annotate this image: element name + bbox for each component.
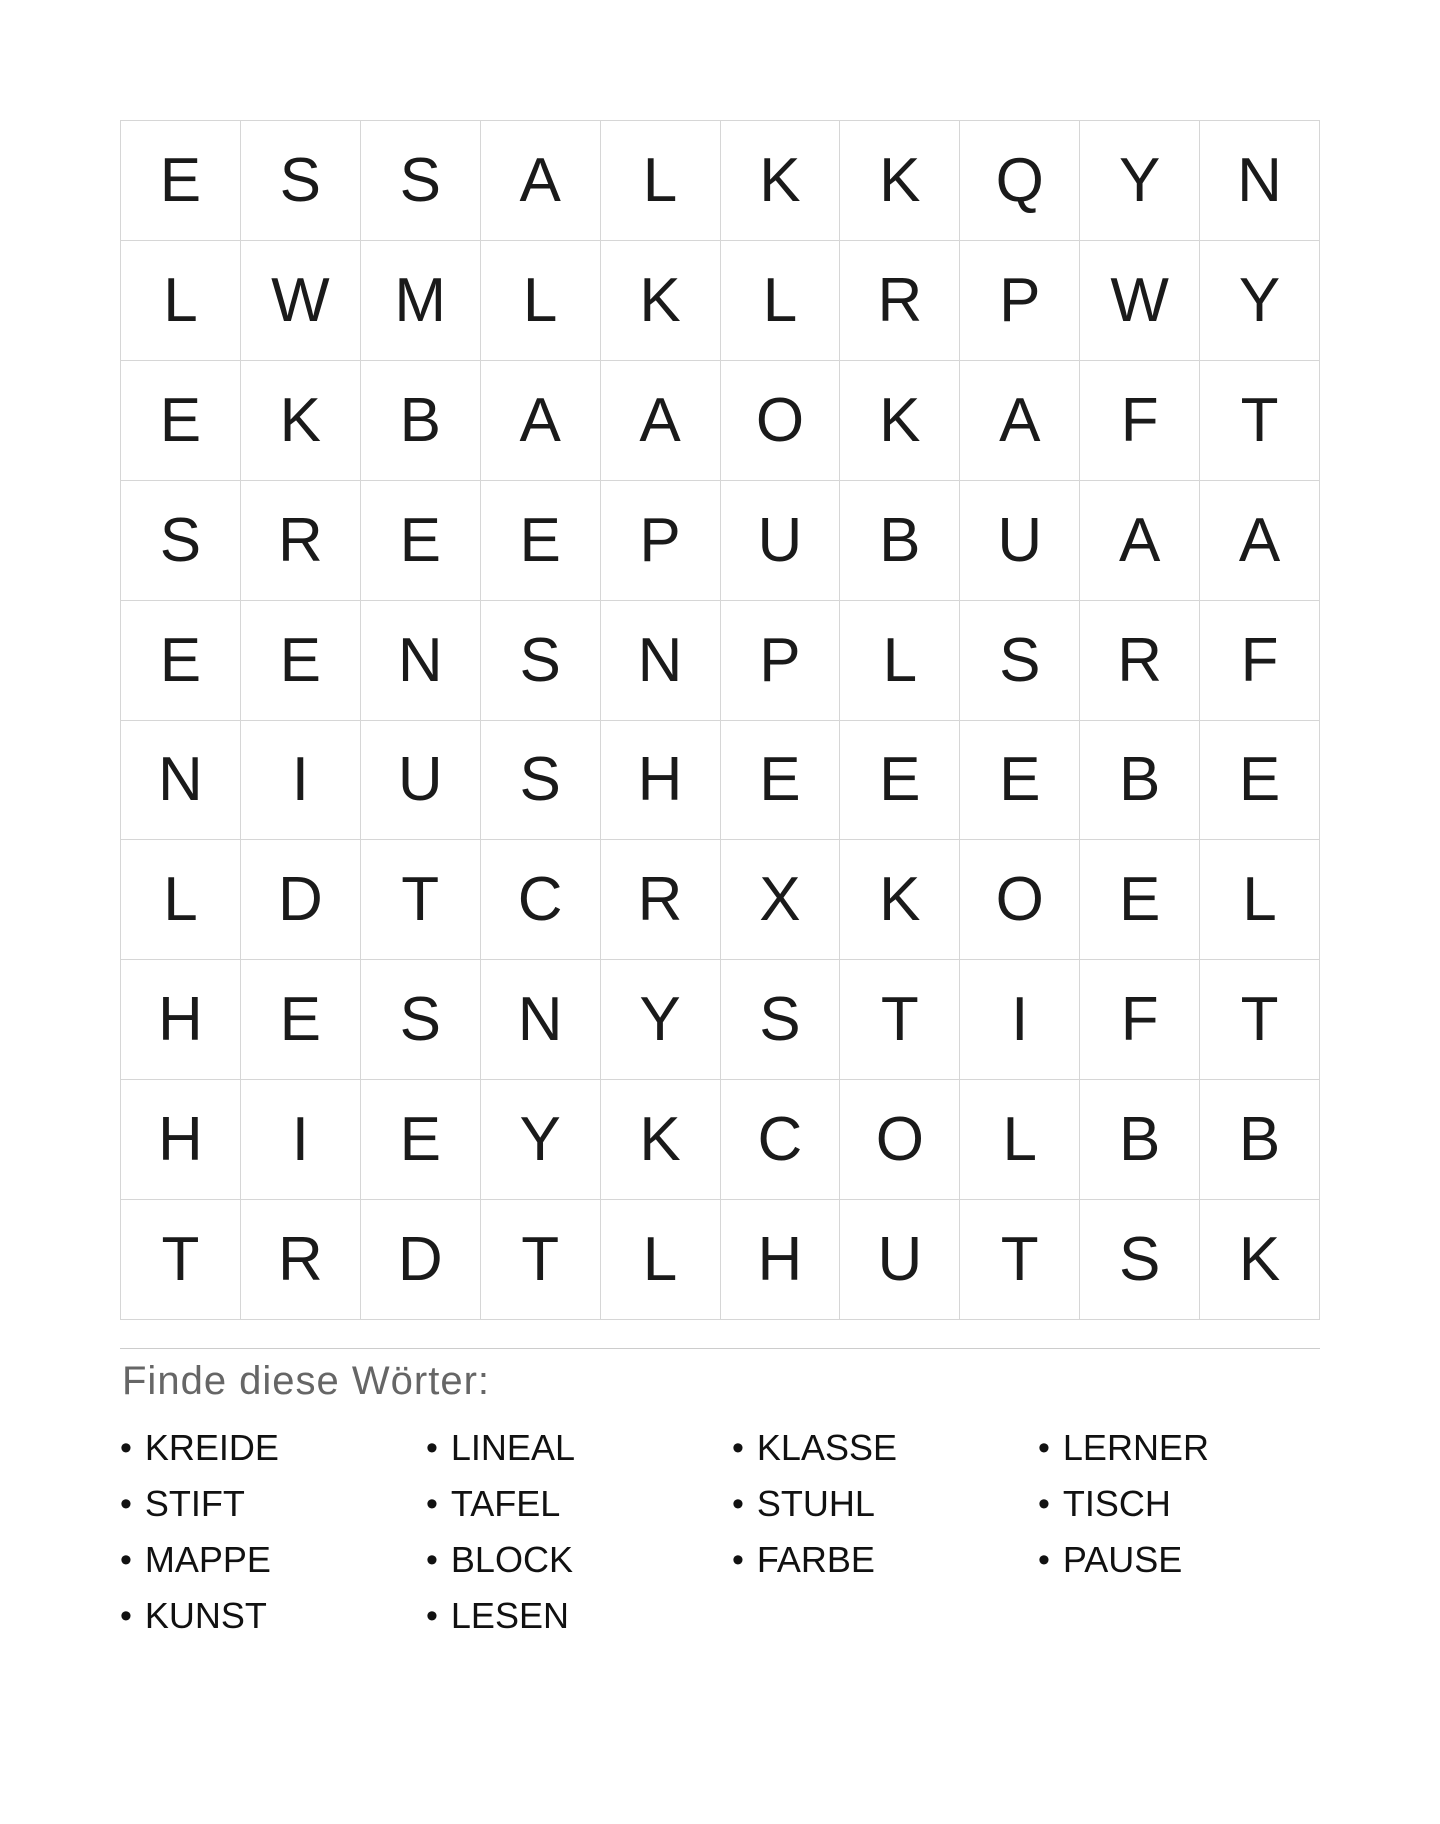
word-list-column <box>120 1420 426 1644</box>
word-list-item <box>120 1420 426 1476</box>
grid-cell[interactable]: S <box>361 960 481 1080</box>
grid-cell[interactable]: A <box>481 361 601 481</box>
grid-cell[interactable]: R <box>241 1200 361 1320</box>
grid-cell[interactable]: W <box>241 241 361 361</box>
grid-cell[interactable]: T <box>1200 361 1320 481</box>
bullet-icon: • <box>426 1428 438 1467</box>
grid-cell[interactable]: N <box>601 601 721 721</box>
grid-cell[interactable]: E <box>241 601 361 721</box>
grid-cell[interactable]: Q <box>960 121 1080 241</box>
grid-cell[interactable]: E <box>960 721 1080 841</box>
grid-cell[interactable]: N <box>481 960 601 1080</box>
grid-cell[interactable]: E <box>840 721 960 841</box>
grid-cell[interactable]: N <box>121 721 241 841</box>
bullet-icon: • <box>1038 1540 1050 1579</box>
grid-cell[interactable]: K <box>601 1080 721 1200</box>
bullet-icon: • <box>1038 1428 1050 1467</box>
grid-cell[interactable]: R <box>840 241 960 361</box>
word-list-item <box>426 1420 732 1476</box>
word-list-item <box>120 1476 426 1532</box>
grid-cell[interactable]: A <box>481 121 601 241</box>
grid-cell[interactable]: A <box>960 361 1080 481</box>
bullet-icon: • <box>120 1540 132 1579</box>
word-label: STIFT <box>144 1483 245 1524</box>
word-list-item <box>426 1476 732 1532</box>
grid-cell[interactable]: H <box>601 721 721 841</box>
grid-cell[interactable]: K <box>840 840 960 960</box>
grid-cell[interactable]: A <box>1200 481 1320 601</box>
word-list-item <box>120 1588 426 1644</box>
word-label: MAPPE <box>144 1539 271 1580</box>
grid-cell[interactable]: S <box>721 960 841 1080</box>
bullet-icon: • <box>120 1484 132 1523</box>
bullet-icon: • <box>1038 1484 1050 1523</box>
grid-cell[interactable]: F <box>1080 361 1200 481</box>
word-label: TAFEL <box>450 1483 561 1524</box>
grid-cell[interactable]: A <box>1080 481 1200 601</box>
grid-cell[interactable]: F <box>1200 601 1320 721</box>
grid-cell[interactable]: L <box>601 1200 721 1320</box>
grid-cell[interactable]: L <box>121 840 241 960</box>
grid-cell[interactable]: E <box>121 121 241 241</box>
word-label: KUNST <box>144 1595 267 1636</box>
grid-cell[interactable]: H <box>121 1080 241 1200</box>
grid-cell[interactable]: K <box>1200 1200 1320 1320</box>
grid-cell[interactable]: K <box>601 241 721 361</box>
grid-cell[interactable]: A <box>601 361 721 481</box>
word-label: PAUSE <box>1062 1539 1183 1580</box>
grid-cell[interactable]: N <box>361 601 481 721</box>
grid-cell[interactable]: L <box>721 241 841 361</box>
grid-cell[interactable]: K <box>721 121 841 241</box>
word-list-section <box>120 1348 1320 1644</box>
word-list-item <box>1038 1532 1320 1588</box>
word-label: LINEAL <box>450 1427 575 1468</box>
bullet-icon: • <box>426 1540 438 1579</box>
grid-cell[interactable]: S <box>361 121 481 241</box>
grid-cell[interactable]: K <box>840 121 960 241</box>
grid-cell[interactable]: R <box>241 481 361 601</box>
grid-cell[interactable]: H <box>721 1200 841 1320</box>
grid-cell[interactable]: D <box>361 1200 481 1320</box>
grid-cell[interactable]: T <box>1200 960 1320 1080</box>
grid-cell[interactable]: Y <box>1080 121 1200 241</box>
grid-cell[interactable]: K <box>241 361 361 481</box>
grid-cell[interactable]: B <box>1080 1080 1200 1200</box>
grid-cell[interactable]: E <box>121 601 241 721</box>
grid-cell[interactable]: S <box>481 721 601 841</box>
grid-cell[interactable]: T <box>121 1200 241 1320</box>
grid-cell[interactable]: S <box>960 601 1080 721</box>
grid-cell[interactable]: E <box>121 361 241 481</box>
bullet-icon: • <box>732 1428 744 1467</box>
grid-cell[interactable]: T <box>960 1200 1080 1320</box>
grid-cell[interactable]: S <box>121 481 241 601</box>
word-label: FARBE <box>756 1539 875 1580</box>
grid-cell[interactable]: P <box>721 601 841 721</box>
grid-cell[interactable]: P <box>601 481 721 601</box>
grid-cell[interactable]: U <box>361 721 481 841</box>
grid-cell[interactable]: L <box>481 241 601 361</box>
bullet-icon: • <box>732 1540 744 1579</box>
word-label: LERNER <box>1062 1427 1209 1468</box>
word-list-column <box>1038 1420 1320 1644</box>
grid-cell[interactable]: B <box>1080 721 1200 841</box>
word-list-column <box>426 1420 732 1644</box>
grid-cell[interactable]: S <box>241 121 361 241</box>
grid-cell[interactable]: E <box>481 481 601 601</box>
grid-cell[interactable]: R <box>1080 601 1200 721</box>
grid-cell[interactable]: O <box>840 1080 960 1200</box>
word-label: STUHL <box>756 1483 875 1524</box>
word-search-grid <box>120 120 1320 1320</box>
grid-cell[interactable]: T <box>840 960 960 1080</box>
grid-cell[interactable]: H <box>121 960 241 1080</box>
grid-cell[interactable]: I <box>241 1080 361 1200</box>
grid-cell[interactable]: E <box>1080 840 1200 960</box>
grid-cell[interactable]: B <box>1200 1080 1320 1200</box>
grid-cell[interactable]: K <box>840 361 960 481</box>
word-list-item <box>1038 1476 1320 1532</box>
word-list-heading: Finde diese Wörter: <box>122 1359 491 1403</box>
word-list-item <box>732 1476 1038 1532</box>
word-label: BLOCK <box>450 1539 573 1580</box>
bullet-icon: • <box>732 1484 744 1523</box>
grid-cell[interactable]: C <box>481 840 601 960</box>
bullet-icon: • <box>426 1484 438 1523</box>
grid-cell[interactable]: O <box>721 361 841 481</box>
grid-cell[interactable]: T <box>361 840 481 960</box>
grid-cell[interactable]: I <box>241 721 361 841</box>
bullet-icon: • <box>120 1428 132 1467</box>
grid-cell[interactable]: S <box>1080 1200 1200 1320</box>
grid-cell[interactable]: L <box>601 121 721 241</box>
grid-cell[interactable]: F <box>1080 960 1200 1080</box>
grid-cell[interactable]: B <box>840 481 960 601</box>
word-list-item <box>120 1532 426 1588</box>
grid-cell[interactable]: Y <box>481 1080 601 1200</box>
word-list-item <box>426 1532 732 1588</box>
word-label: LESEN <box>450 1595 569 1636</box>
grid-cell[interactable]: L <box>121 241 241 361</box>
grid-cell[interactable]: R <box>601 840 721 960</box>
word-list-item <box>732 1532 1038 1588</box>
grid-cell[interactable]: S <box>481 601 601 721</box>
grid-cell[interactable]: X <box>721 840 841 960</box>
grid-cell[interactable]: U <box>840 1200 960 1320</box>
bullet-icon: • <box>120 1596 132 1635</box>
grid-cell[interactable]: E <box>361 1080 481 1200</box>
bullet-icon: • <box>426 1596 438 1635</box>
grid-cell[interactable]: L <box>840 601 960 721</box>
grid-cell[interactable]: E <box>241 960 361 1080</box>
grid-cell[interactable]: C <box>721 1080 841 1200</box>
word-list-item <box>426 1588 732 1644</box>
grid-cell[interactable]: Y <box>1200 241 1320 361</box>
grid-cell[interactable]: P <box>960 241 1080 361</box>
grid-cell[interactable]: M <box>361 241 481 361</box>
grid-cell[interactable]: I <box>960 960 1080 1080</box>
word-list-item <box>1038 1420 1320 1476</box>
grid-cell[interactable]: T <box>481 1200 601 1320</box>
word-list-column <box>732 1420 1038 1644</box>
grid-cell[interactable]: E <box>721 721 841 841</box>
grid-cell[interactable]: O <box>960 840 1080 960</box>
grid-cell[interactable]: W <box>1080 241 1200 361</box>
grid-cell[interactable]: B <box>361 361 481 481</box>
grid-cell[interactable]: U <box>721 481 841 601</box>
word-list-columns <box>120 1420 1320 1644</box>
word-label: TISCH <box>1062 1483 1171 1524</box>
grid-cell[interactable]: L <box>1200 840 1320 960</box>
word-list-item <box>732 1420 1038 1476</box>
grid-cell[interactable]: Y <box>601 960 721 1080</box>
grid-cell[interactable]: N <box>1200 121 1320 241</box>
grid-cell[interactable]: E <box>361 481 481 601</box>
word-label: KREIDE <box>144 1427 279 1468</box>
grid-cell[interactable]: U <box>960 481 1080 601</box>
grid-cell[interactable]: L <box>960 1080 1080 1200</box>
grid-cell[interactable]: D <box>241 840 361 960</box>
grid-cell[interactable]: E <box>1200 721 1320 841</box>
word-label: KLASSE <box>756 1427 897 1468</box>
